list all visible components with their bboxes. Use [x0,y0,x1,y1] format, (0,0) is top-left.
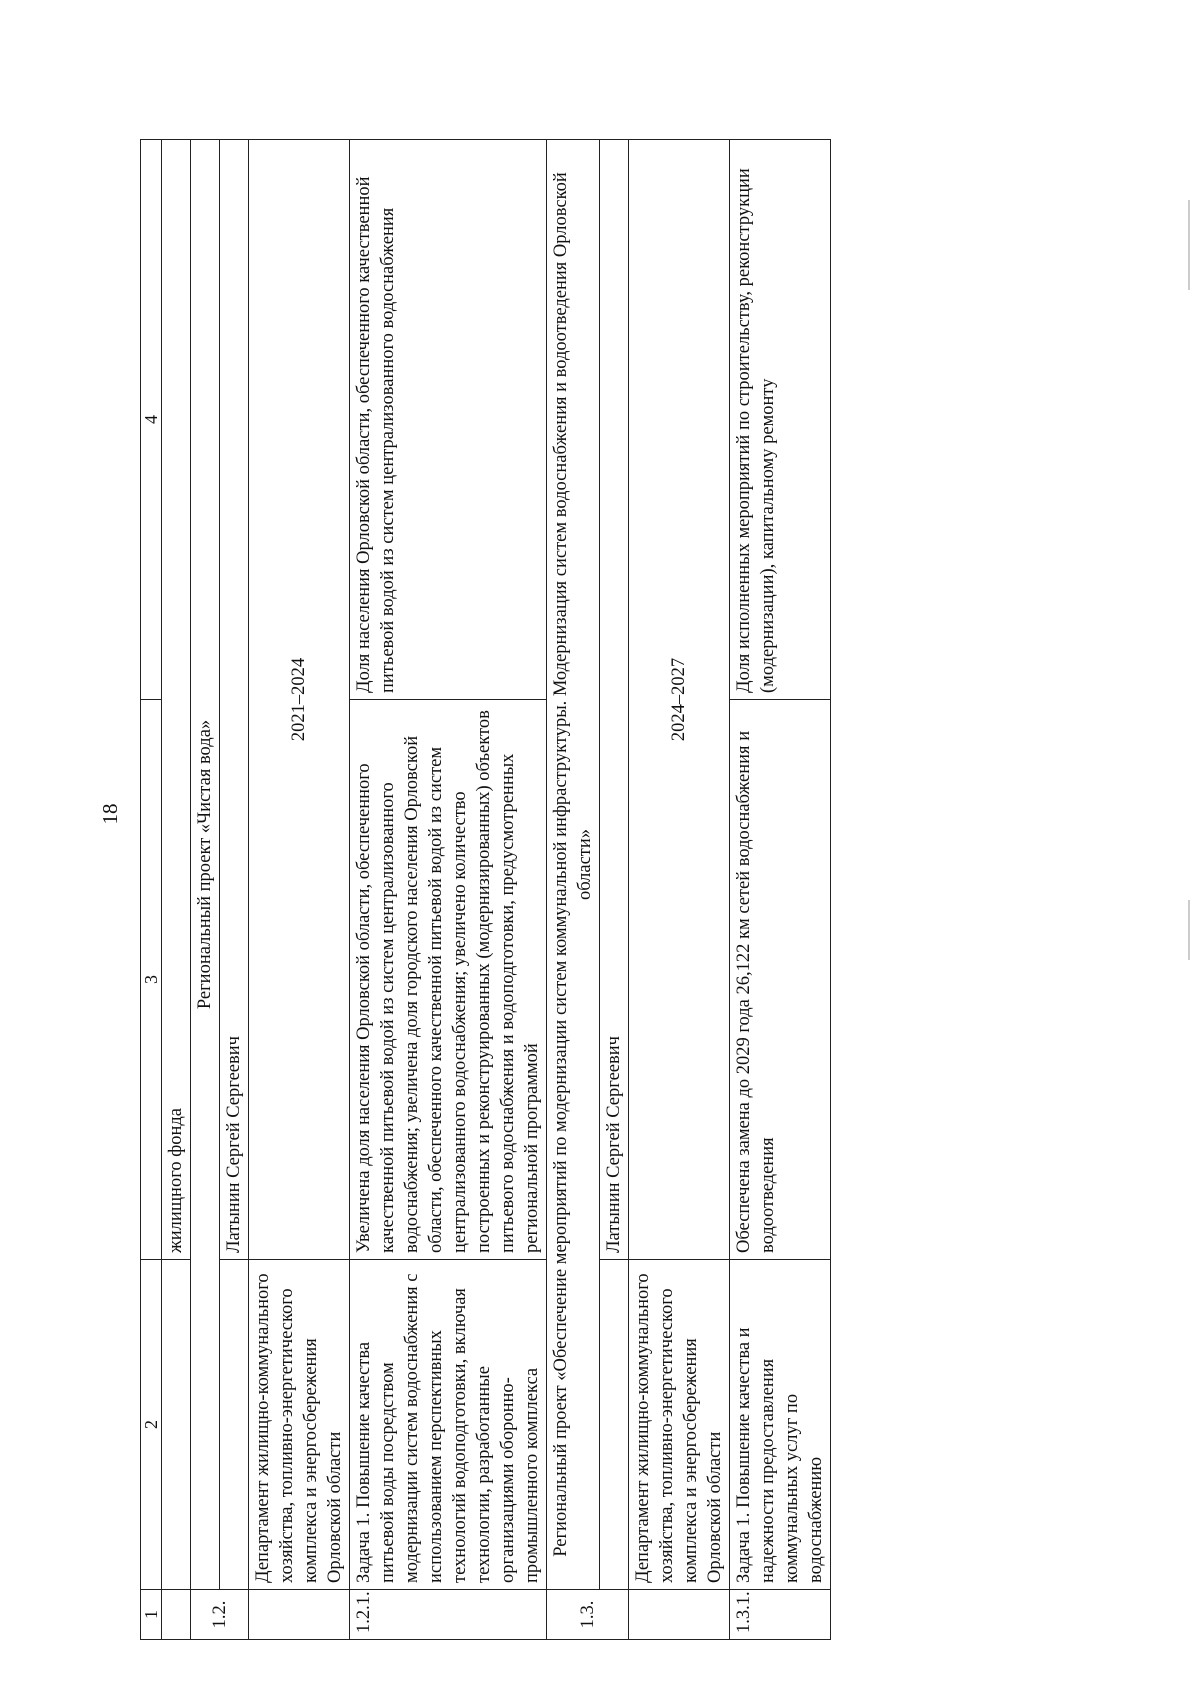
task-1-2-1-effects: Увеличена доля населения Орловской области, обеспеченного качественной питьевой водой из систем централизованного водоснабжения; увеличена доля городского населения Орловской области, обеспеченного качественной питьевой водой из систем централизованного водоснабжения; увеличено количество построенных и реконструированных (модернизированных) объектов питьевого водоснабжения и водоподготовки, предусмотренных региональной программой [350,700,547,1260]
task-1-2-1-indicator: Доля населения Орловской области, обеспеченного качественной питьевой водой из систем централизованного водоснабжения [350,140,547,700]
project-1-3-title-row [547,140,600,1640]
task-1-2-1-row [350,140,547,1640]
task-1-2-1-number: 1.2.1. [350,1590,547,1640]
project-1-3-curator-empty [600,1260,629,1590]
rotated-page-content [140,140,1000,1640]
project-1-3-curator: Латынин Сергей Сергеевич [600,140,629,1260]
project-1-2-curator: Латынин Сергей Сергеевич [220,140,249,1260]
program-table [140,139,831,1640]
project-1-2-responsible: Департамент жилищно-коммунального хозяйства, топливно-энергетического комплекса и энергосбережения Орловской области [249,1260,350,1590]
project-1-2-period: 2021–2024 [249,140,350,1260]
project-1-3-responsible-row [629,140,730,1640]
project-1-3-responsible-empty [629,1590,730,1640]
scan-edge-mark [1188,200,1190,290]
continuation-text: жилищного фонда [162,140,191,1260]
task-1-3-1-row [730,140,831,1640]
project-1-3-curator-row [600,140,629,1640]
task-1-3-1-effects: Обеспечена замена до 2029 года 26,122 км сетей водоснабжения и водоотведения [730,700,831,1260]
project-1-2-curator-empty [220,1260,249,1590]
project-1-2-title-row [191,140,220,1640]
table-header-row [141,140,162,1640]
column-header-1: 1 [141,1590,162,1640]
project-1-3-responsible: Департамент жилищно-коммунального хозяйства, топливно-энергетического комплекса и энергосбережения Орловской области [629,1260,730,1590]
continuation-number-cell [162,1590,191,1640]
continuation-row [162,140,191,1640]
task-1-3-1-text: Задача 1. Повышение качества и надежности предоставления коммунальных услуг по водоснабжению [730,1260,831,1590]
project-1-2-title: Региональный проект «Чистая вода» [191,140,220,1590]
column-header-2: 2 [141,1260,162,1590]
task-1-3-1-indicator: Доля исполненных мероприятий по строительству, реконструкции (модернизации), капитальному ремонту [730,140,831,700]
scan-edge-mark [1188,900,1190,960]
project-1-3-number: 1.3. [547,1590,629,1640]
project-1-2-responsible-empty [249,1590,350,1640]
project-1-2-curator-row [220,140,249,1640]
continuation-empty-cell [162,1260,191,1590]
task-1-2-1-text: Задача 1. Повышение качества питьевой воды посредством модернизации систем водоснабжения с использованием перспективных технологий водоподготовки, включая технологии, разработанные организациями оборонно-промышленного комплекса [350,1260,547,1590]
task-1-3-1-number: 1.3.1. [730,1590,831,1640]
column-header-4: 4 [141,140,162,700]
project-1-3-period: 2024–2027 [629,140,730,1260]
project-1-2-number: 1.2. [191,1590,249,1640]
project-1-2-responsible-row [249,140,350,1640]
column-header-3: 3 [141,700,162,1260]
page-number: 18 [98,803,122,825]
project-1-3-title: Региональный проект «Обеспечение мероприятий по модернизации систем коммунальной инфраструктуры. Модернизация систем водоснабжения и водоотведения Орловской области» [547,140,600,1590]
